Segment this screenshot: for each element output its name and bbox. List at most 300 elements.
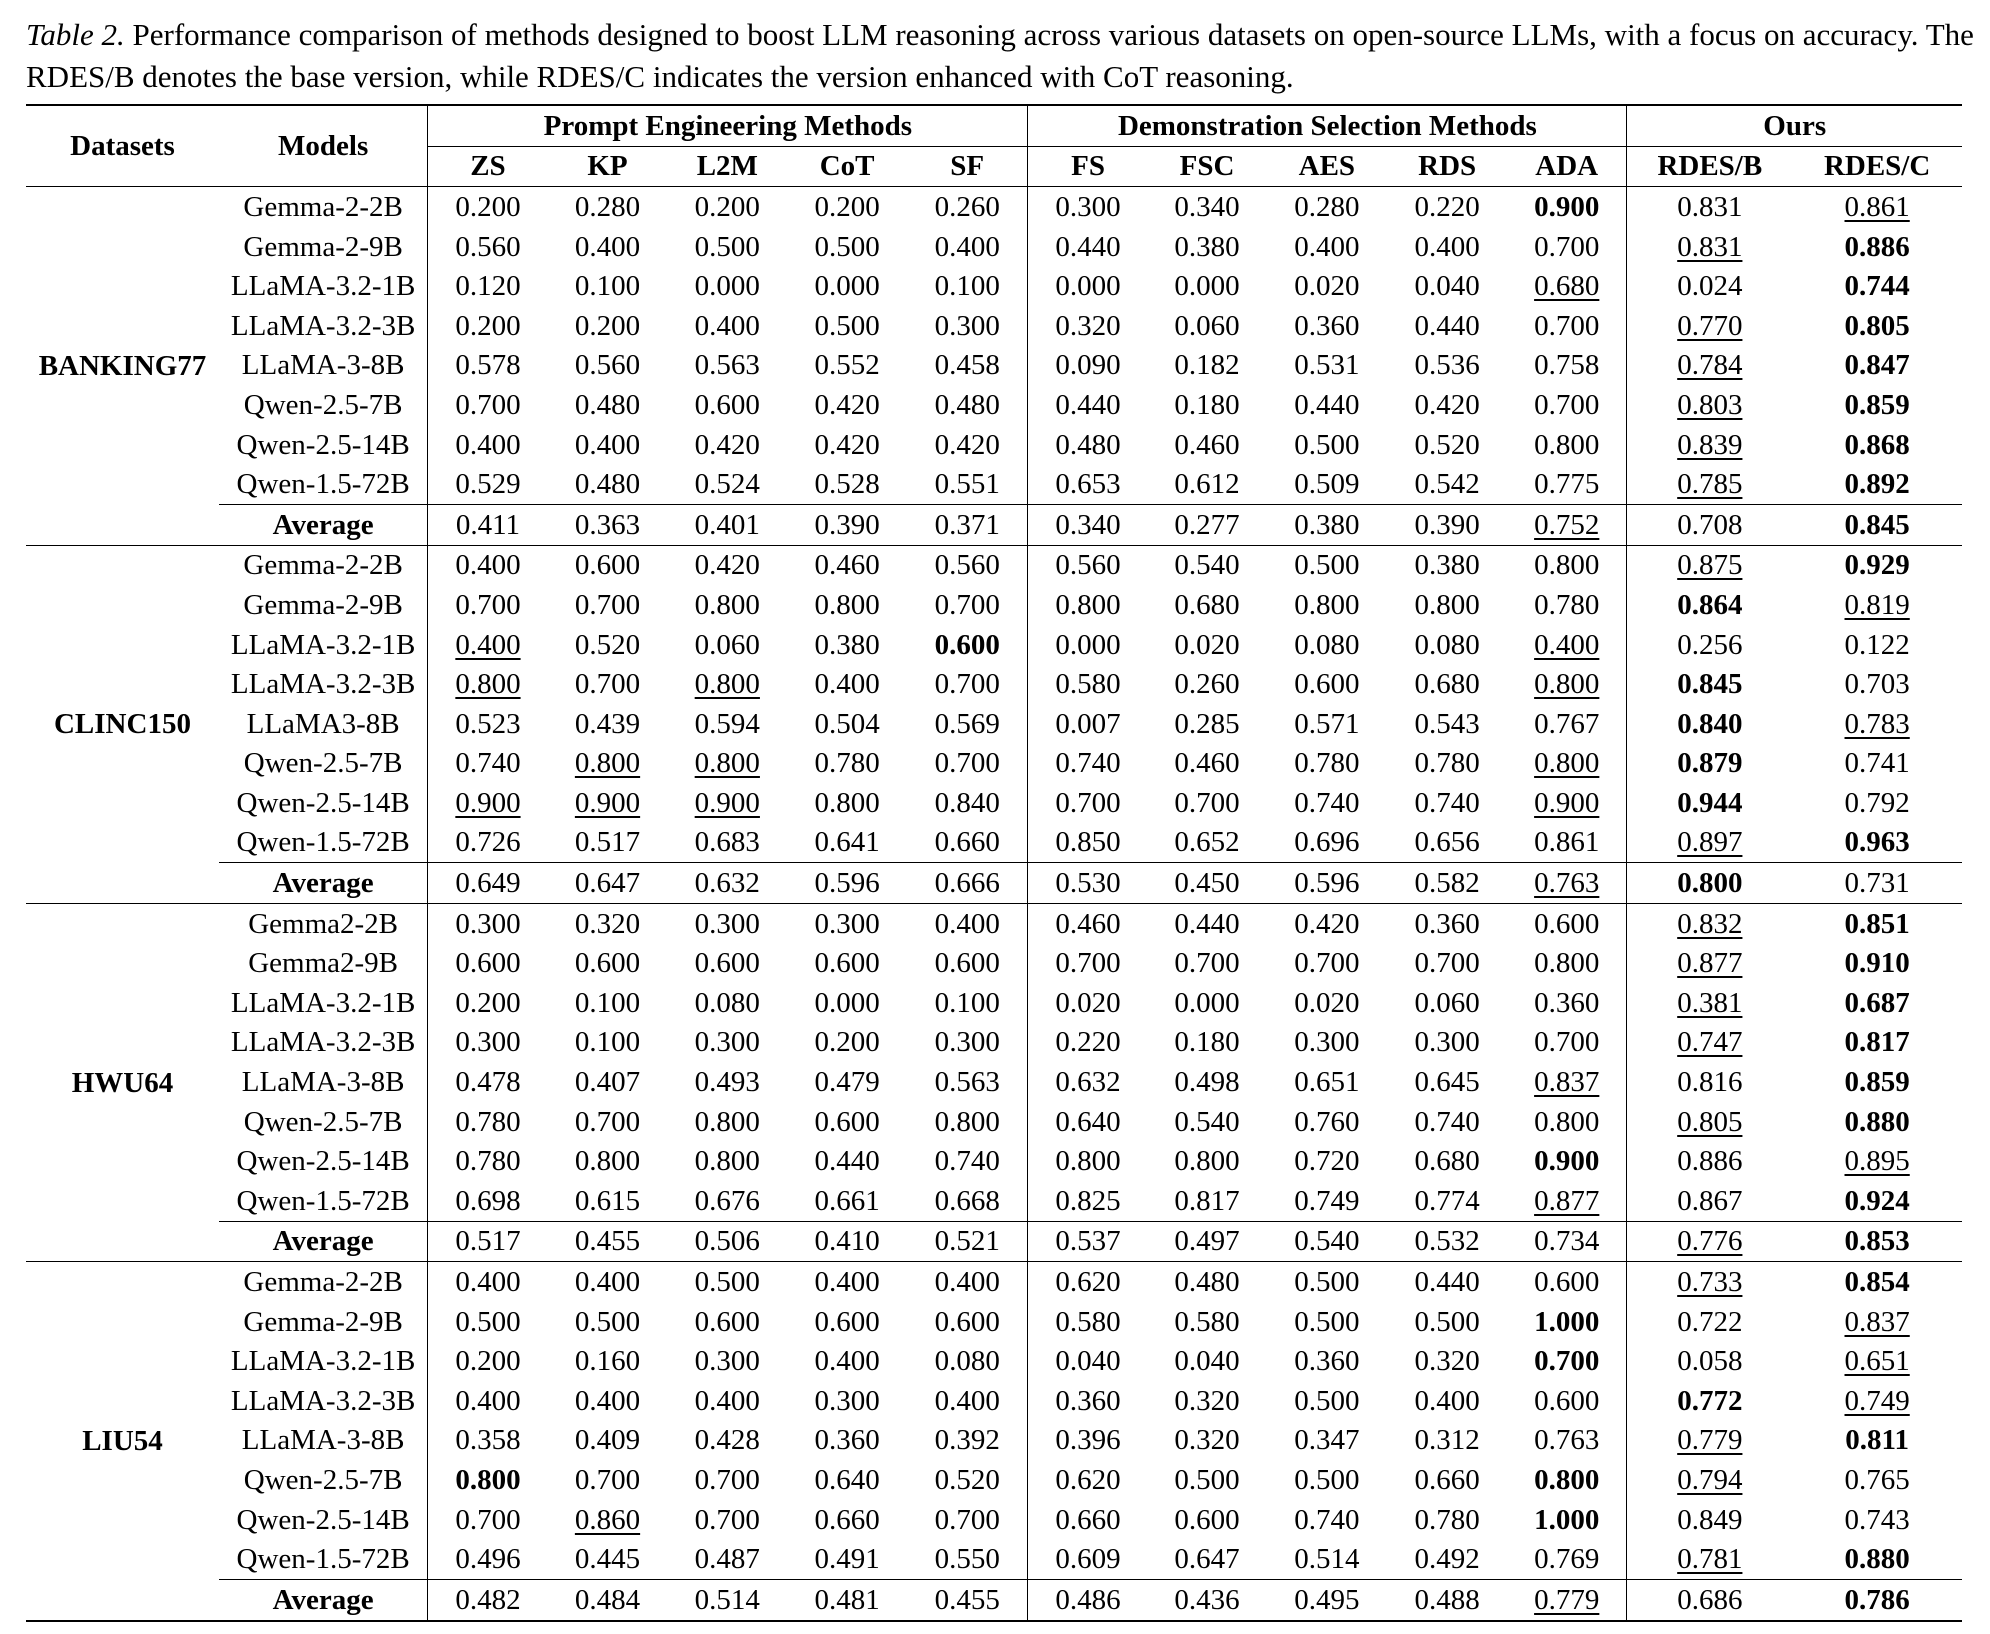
score-cell bbox=[1792, 1062, 1962, 1102]
score-value: 0.571 bbox=[1294, 707, 1360, 740]
score-value: 0.600 bbox=[814, 1105, 880, 1138]
score-value: 0.817 bbox=[1844, 1026, 1910, 1059]
score-value: 0.900 bbox=[455, 786, 521, 819]
score-cell bbox=[787, 1262, 907, 1302]
score-cell bbox=[787, 983, 907, 1023]
score-cell bbox=[1387, 1141, 1507, 1181]
score-value: 0.486 bbox=[1055, 1583, 1121, 1616]
score-cell bbox=[787, 266, 907, 306]
model-name: LLaMA-3.2-3B bbox=[230, 1026, 416, 1059]
score-cell bbox=[1266, 1500, 1387, 1540]
score-cell bbox=[907, 504, 1028, 545]
table-row bbox=[26, 227, 1962, 267]
score-value: 0.300 bbox=[1055, 190, 1121, 223]
score-value: 0.360 bbox=[814, 1424, 880, 1457]
score-value: 0.660 bbox=[1055, 1503, 1121, 1536]
score-cell bbox=[1507, 1341, 1627, 1381]
score-value: 0.500 bbox=[694, 230, 760, 263]
score-cell bbox=[907, 1381, 1028, 1421]
score-value: 0.800 bbox=[814, 588, 880, 621]
score-value: 0.780 bbox=[814, 747, 880, 780]
score-cell bbox=[1387, 863, 1507, 904]
score-value: 0.924 bbox=[1844, 1184, 1910, 1217]
score-cell bbox=[428, 943, 548, 983]
model-name: Gemma2-9B bbox=[248, 947, 399, 980]
score-cell bbox=[667, 1062, 787, 1102]
score-cell bbox=[667, 385, 787, 425]
score-value: 0.740 bbox=[1294, 786, 1360, 819]
score-value: 0.803 bbox=[1677, 388, 1743, 421]
score-cell bbox=[428, 783, 548, 823]
score-cell bbox=[1627, 983, 1792, 1023]
score-value: 0.540 bbox=[1174, 549, 1240, 582]
score-cell bbox=[667, 823, 787, 863]
score-value: 0.360 bbox=[1294, 1345, 1360, 1378]
score-cell bbox=[428, 625, 548, 665]
score-cell bbox=[1507, 306, 1627, 346]
score-cell bbox=[428, 823, 548, 863]
score-cell bbox=[1507, 1062, 1627, 1102]
score-value: 0.504 bbox=[814, 707, 880, 740]
score-cell bbox=[1387, 385, 1507, 425]
score-cell bbox=[1387, 1460, 1507, 1500]
score-value: 1.000 bbox=[1534, 1305, 1600, 1338]
score-cell bbox=[907, 545, 1028, 585]
score-cell bbox=[667, 863, 787, 904]
score-cell bbox=[667, 425, 787, 465]
score-cell bbox=[1148, 1221, 1267, 1262]
score-cell bbox=[1266, 744, 1387, 784]
score-value: 0.200 bbox=[455, 986, 521, 1019]
score-cell bbox=[1028, 704, 1148, 744]
score-cell bbox=[1266, 1302, 1387, 1342]
score-cell bbox=[1792, 1381, 1962, 1421]
score-cell bbox=[1148, 1023, 1267, 1063]
score-value: 0.000 bbox=[814, 986, 880, 1019]
score-cell bbox=[548, 1102, 668, 1142]
results-table bbox=[26, 104, 1962, 1622]
score-cell bbox=[787, 1460, 907, 1500]
score-cell bbox=[1627, 704, 1792, 744]
score-cell bbox=[1028, 227, 1148, 267]
score-cell bbox=[787, 863, 907, 904]
score-cell bbox=[1387, 1341, 1507, 1381]
model-name: Gemma-2-9B bbox=[243, 1305, 403, 1338]
score-value: 0.769 bbox=[1534, 1543, 1600, 1576]
score-value: 0.360 bbox=[1414, 907, 1480, 940]
score-value: 0.740 bbox=[1414, 786, 1480, 819]
score-value: 0.867 bbox=[1677, 1184, 1743, 1217]
score-value: 0.774 bbox=[1414, 1184, 1480, 1217]
score-value: 0.800 bbox=[1174, 1145, 1240, 1178]
model-name: Qwen-1.5-72B bbox=[236, 1184, 410, 1217]
score-cell bbox=[548, 504, 668, 545]
score-value: 0.458 bbox=[934, 349, 1000, 382]
score-cell bbox=[1507, 1579, 1627, 1620]
score-cell bbox=[1627, 1460, 1792, 1500]
score-value: 0.420 bbox=[694, 549, 760, 582]
score-value: 0.040 bbox=[1055, 1345, 1121, 1378]
score-value: 0.680 bbox=[1414, 668, 1480, 701]
score-cell bbox=[1627, 1181, 1792, 1221]
score-value: 0.200 bbox=[455, 190, 521, 223]
score-cell bbox=[667, 1302, 787, 1342]
score-cell bbox=[1507, 1302, 1627, 1342]
score-value: 0.817 bbox=[1174, 1184, 1240, 1217]
score-value: 0.600 bbox=[694, 388, 760, 421]
score-cell bbox=[907, 266, 1028, 306]
score-value: 0.100 bbox=[934, 270, 1000, 303]
header-group-demonstration: Demonstration Selection Methods bbox=[1028, 105, 1627, 146]
score-cell bbox=[428, 425, 548, 465]
score-value: 0.780 bbox=[1294, 747, 1360, 780]
score-cell bbox=[428, 1062, 548, 1102]
score-value: 0.722 bbox=[1677, 1305, 1743, 1338]
score-value: 0.400 bbox=[574, 428, 641, 461]
score-cell bbox=[1627, 464, 1792, 504]
score-cell bbox=[907, 187, 1028, 227]
score-cell bbox=[1387, 1062, 1507, 1102]
table-body bbox=[26, 187, 1962, 1621]
score-value: 0.428 bbox=[694, 1424, 760, 1457]
score-value: 0.779 bbox=[1534, 1583, 1600, 1616]
average-label: Average bbox=[219, 1579, 428, 1620]
score-value: 0.847 bbox=[1844, 349, 1910, 382]
score-value: 0.800 bbox=[694, 588, 760, 621]
score-value: 0.800 bbox=[1534, 428, 1600, 461]
score-value: 0.620 bbox=[1055, 1463, 1121, 1496]
score-value: 0.492 bbox=[1414, 1543, 1480, 1576]
header-datasets: Datasets bbox=[70, 130, 175, 163]
score-cell bbox=[667, 1023, 787, 1063]
score-cell bbox=[1028, 1141, 1148, 1181]
score-value: 0.845 bbox=[1677, 668, 1743, 701]
score-value: 0.880 bbox=[1844, 1543, 1910, 1576]
score-value: 0.686 bbox=[1677, 1583, 1743, 1616]
score-value: 0.720 bbox=[1294, 1145, 1360, 1178]
score-cell bbox=[428, 1421, 548, 1461]
score-cell bbox=[667, 1221, 787, 1262]
score-cell bbox=[1387, 545, 1507, 585]
score-cell bbox=[1387, 1302, 1507, 1342]
score-value: 0.000 bbox=[694, 270, 760, 303]
score-cell bbox=[1028, 744, 1148, 784]
score-value: 0.877 bbox=[1677, 947, 1743, 980]
score-cell bbox=[1627, 585, 1792, 625]
score-value: 0.493 bbox=[694, 1066, 760, 1099]
score-cell bbox=[1507, 704, 1627, 744]
score-value: 0.478 bbox=[455, 1066, 521, 1099]
score-value: 0.455 bbox=[934, 1583, 1000, 1616]
score-cell bbox=[428, 1141, 548, 1181]
score-value: 0.300 bbox=[1414, 1026, 1480, 1059]
score-cell bbox=[667, 744, 787, 784]
score-cell bbox=[907, 744, 1028, 784]
score-value: 0.320 bbox=[1414, 1345, 1480, 1378]
score-value: 0.260 bbox=[1174, 668, 1240, 701]
score-value: 0.479 bbox=[814, 1066, 880, 1099]
score-value: 0.600 bbox=[814, 1305, 880, 1338]
score-cell bbox=[667, 704, 787, 744]
table-caption bbox=[26, 14, 1976, 98]
score-cell bbox=[907, 1421, 1028, 1461]
score-value: 0.900 bbox=[1534, 1145, 1600, 1178]
score-value: 0.794 bbox=[1677, 1463, 1743, 1496]
score-cell bbox=[1507, 1500, 1627, 1540]
score-cell bbox=[1028, 823, 1148, 863]
score-cell bbox=[428, 1341, 548, 1381]
score-cell bbox=[1148, 1302, 1267, 1342]
score-cell bbox=[787, 1579, 907, 1620]
score-value: 0.400 bbox=[814, 1345, 880, 1378]
score-cell bbox=[1627, 545, 1792, 585]
score-value: 0.524 bbox=[694, 468, 760, 501]
score-value: 0.653 bbox=[1055, 468, 1121, 501]
table-row bbox=[26, 744, 1962, 784]
score-cell bbox=[1028, 1062, 1148, 1102]
score-value: 0.700 bbox=[1534, 1345, 1600, 1378]
score-cell bbox=[1792, 1141, 1962, 1181]
model-name: Qwen-2.5-14B bbox=[236, 786, 410, 819]
score-value: 0.560 bbox=[455, 230, 521, 263]
score-cell bbox=[1148, 385, 1267, 425]
score-value: 0.832 bbox=[1677, 907, 1743, 940]
score-cell bbox=[907, 783, 1028, 823]
score-value: 0.358 bbox=[455, 1424, 521, 1457]
score-cell bbox=[1028, 625, 1148, 665]
score-value: 0.440 bbox=[1055, 388, 1121, 421]
score-value: 0.200 bbox=[455, 1345, 521, 1378]
score-cell bbox=[1627, 1421, 1792, 1461]
score-value: 0.400 bbox=[455, 549, 521, 582]
score-value: 0.868 bbox=[1844, 428, 1910, 461]
score-cell bbox=[1792, 664, 1962, 704]
table-row bbox=[26, 1539, 1962, 1579]
score-cell bbox=[787, 1141, 907, 1181]
score-cell bbox=[548, 545, 668, 585]
score-value: 0.800 bbox=[934, 1105, 1000, 1138]
score-cell bbox=[1387, 187, 1507, 227]
model-name: LLaMA-3.2-3B bbox=[230, 309, 416, 342]
score-value: 0.851 bbox=[1844, 907, 1910, 940]
score-cell bbox=[1028, 1460, 1148, 1500]
score-value: 0.800 bbox=[1294, 588, 1360, 621]
score-value: 0.420 bbox=[934, 428, 1000, 461]
score-value: 0.749 bbox=[1844, 1384, 1910, 1417]
score-cell bbox=[428, 266, 548, 306]
score-cell bbox=[1266, 545, 1387, 585]
score-value: 0.560 bbox=[574, 349, 641, 382]
score-cell bbox=[548, 1221, 668, 1262]
score-cell bbox=[1028, 346, 1148, 386]
score-value: 0.300 bbox=[455, 1026, 521, 1059]
score-cell bbox=[1792, 704, 1962, 744]
score-value: 0.440 bbox=[1055, 230, 1121, 263]
score-value: 0.580 bbox=[1174, 1305, 1240, 1338]
score-value: 0.024 bbox=[1677, 270, 1743, 303]
header-row-groups bbox=[26, 105, 1962, 146]
score-cell bbox=[1148, 983, 1267, 1023]
table-row bbox=[26, 664, 1962, 704]
score-value: 0.859 bbox=[1844, 1066, 1910, 1099]
score-value: 0.080 bbox=[1414, 628, 1480, 661]
score-value: 0.500 bbox=[814, 230, 880, 263]
column-header: RDES/B bbox=[1627, 146, 1792, 187]
score-value: 0.886 bbox=[1677, 1145, 1743, 1178]
score-cell bbox=[1028, 545, 1148, 585]
score-cell bbox=[1148, 664, 1267, 704]
score-value: 0.770 bbox=[1677, 309, 1743, 342]
score-value: 0.420 bbox=[694, 428, 760, 461]
score-cell bbox=[1507, 1023, 1627, 1063]
score-value: 0.380 bbox=[1414, 549, 1480, 582]
score-cell bbox=[1148, 1381, 1267, 1421]
score-value: 0.854 bbox=[1844, 1266, 1910, 1299]
model-name: LLaMA-3.2-1B bbox=[230, 628, 416, 661]
table-row bbox=[26, 1341, 1962, 1381]
score-value: 0.300 bbox=[694, 1345, 760, 1378]
score-value: 0.090 bbox=[1055, 349, 1121, 382]
score-value: 0.596 bbox=[814, 867, 880, 900]
score-value: 0.849 bbox=[1677, 1503, 1743, 1536]
score-value: 0.400 bbox=[1534, 628, 1600, 661]
score-cell bbox=[548, 187, 668, 227]
score-cell bbox=[1387, 625, 1507, 665]
score-value: 0.805 bbox=[1677, 1105, 1743, 1138]
score-cell bbox=[1792, 545, 1962, 585]
score-value: 0.781 bbox=[1677, 1543, 1743, 1576]
score-cell bbox=[548, 1500, 668, 1540]
score-cell bbox=[1148, 1460, 1267, 1500]
column-header: FSC bbox=[1148, 146, 1267, 187]
model-name: LLaMA-3.2-1B bbox=[230, 1345, 416, 1378]
score-value: 0.749 bbox=[1294, 1184, 1360, 1217]
table-row bbox=[26, 1302, 1962, 1342]
score-value: 0.680 bbox=[1414, 1145, 1480, 1178]
column-header: RDS bbox=[1387, 146, 1507, 187]
model-name: Qwen-2.5-7B bbox=[243, 1105, 403, 1138]
score-cell bbox=[787, 425, 907, 465]
score-value: 0.696 bbox=[1294, 826, 1360, 859]
score-value: 0.819 bbox=[1844, 588, 1910, 621]
score-value: 0.509 bbox=[1294, 468, 1360, 501]
score-value: 0.698 bbox=[455, 1184, 521, 1217]
score-value: 0.700 bbox=[1174, 786, 1240, 819]
score-value: 0.455 bbox=[574, 1225, 641, 1258]
score-value: 0.481 bbox=[814, 1583, 880, 1616]
score-cell bbox=[1792, 983, 1962, 1023]
score-value: 0.180 bbox=[1174, 1026, 1240, 1059]
score-cell bbox=[548, 227, 668, 267]
score-value: 0.200 bbox=[814, 1026, 880, 1059]
score-cell bbox=[907, 625, 1028, 665]
score-cell bbox=[428, 1181, 548, 1221]
score-value: 0.300 bbox=[694, 907, 760, 940]
score-value: 0.080 bbox=[934, 1345, 1000, 1378]
score-value: 0.400 bbox=[814, 668, 880, 701]
score-cell bbox=[907, 346, 1028, 386]
score-value: 0.360 bbox=[1294, 309, 1360, 342]
score-cell bbox=[907, 1062, 1028, 1102]
score-value: 0.800 bbox=[1677, 867, 1743, 900]
score-cell bbox=[1792, 385, 1962, 425]
score-value: 0.668 bbox=[934, 1184, 1000, 1217]
score-cell bbox=[787, 1421, 907, 1461]
score-cell bbox=[428, 1500, 548, 1540]
score-cell bbox=[428, 863, 548, 904]
score-value: 0.480 bbox=[574, 388, 641, 421]
score-cell bbox=[1148, 545, 1267, 585]
score-value: 0.500 bbox=[1174, 1463, 1240, 1496]
score-value: 0.182 bbox=[1174, 349, 1240, 382]
score-cell bbox=[1266, 1221, 1387, 1262]
score-cell bbox=[428, 1302, 548, 1342]
score-cell bbox=[1387, 504, 1507, 545]
score-cell bbox=[1148, 266, 1267, 306]
score-value: 0.596 bbox=[1294, 867, 1360, 900]
score-cell bbox=[428, 385, 548, 425]
score-value: 0.800 bbox=[694, 1105, 760, 1138]
score-value: 0.400 bbox=[934, 1384, 1000, 1417]
score-value: 0.837 bbox=[1844, 1305, 1910, 1338]
score-cell bbox=[1792, 306, 1962, 346]
score-cell bbox=[1266, 1023, 1387, 1063]
score-value: 0.500 bbox=[1294, 428, 1360, 461]
score-cell bbox=[1627, 1221, 1792, 1262]
score-cell bbox=[1028, 943, 1148, 983]
score-value: 0.500 bbox=[1294, 1463, 1360, 1496]
column-header: KP bbox=[548, 146, 668, 187]
score-value: 0.816 bbox=[1677, 1066, 1743, 1099]
score-cell bbox=[1507, 187, 1627, 227]
score-cell bbox=[548, 1341, 668, 1381]
score-value: 0.687 bbox=[1844, 986, 1910, 1019]
score-cell bbox=[548, 266, 668, 306]
score-cell bbox=[1792, 187, 1962, 227]
score-value: 0.480 bbox=[934, 388, 1000, 421]
score-value: 0.600 bbox=[694, 1305, 760, 1338]
score-cell bbox=[787, 227, 907, 267]
score-cell bbox=[1387, 425, 1507, 465]
score-value: 0.528 bbox=[814, 468, 880, 501]
score-cell bbox=[667, 227, 787, 267]
model-name: Gemma-2-9B bbox=[243, 588, 403, 621]
score-value: 0.740 bbox=[934, 1145, 1000, 1178]
score-value: 0.660 bbox=[814, 1503, 880, 1536]
score-cell bbox=[667, 346, 787, 386]
score-value: 0.552 bbox=[814, 349, 880, 382]
model-name: Qwen-2.5-7B bbox=[243, 388, 403, 421]
dataset-name: CLINC150 bbox=[26, 545, 219, 903]
score-cell bbox=[1627, 1539, 1792, 1579]
score-value: 0.800 bbox=[1534, 1105, 1600, 1138]
model-name: LLaMA-3.2-3B bbox=[230, 668, 416, 701]
score-cell bbox=[1148, 823, 1267, 863]
score-cell bbox=[1266, 1381, 1387, 1421]
score-cell bbox=[1507, 227, 1627, 267]
score-cell bbox=[907, 903, 1028, 943]
score-cell bbox=[1387, 266, 1507, 306]
score-value: 0.645 bbox=[1414, 1066, 1480, 1099]
score-cell bbox=[787, 664, 907, 704]
score-value: 0.420 bbox=[814, 428, 880, 461]
score-cell bbox=[1028, 1181, 1148, 1221]
score-value: 0.277 bbox=[1174, 508, 1240, 541]
score-cell bbox=[1387, 1023, 1507, 1063]
score-cell bbox=[907, 227, 1028, 267]
score-value: 0.825 bbox=[1055, 1184, 1121, 1217]
score-value: 0.122 bbox=[1844, 628, 1910, 661]
